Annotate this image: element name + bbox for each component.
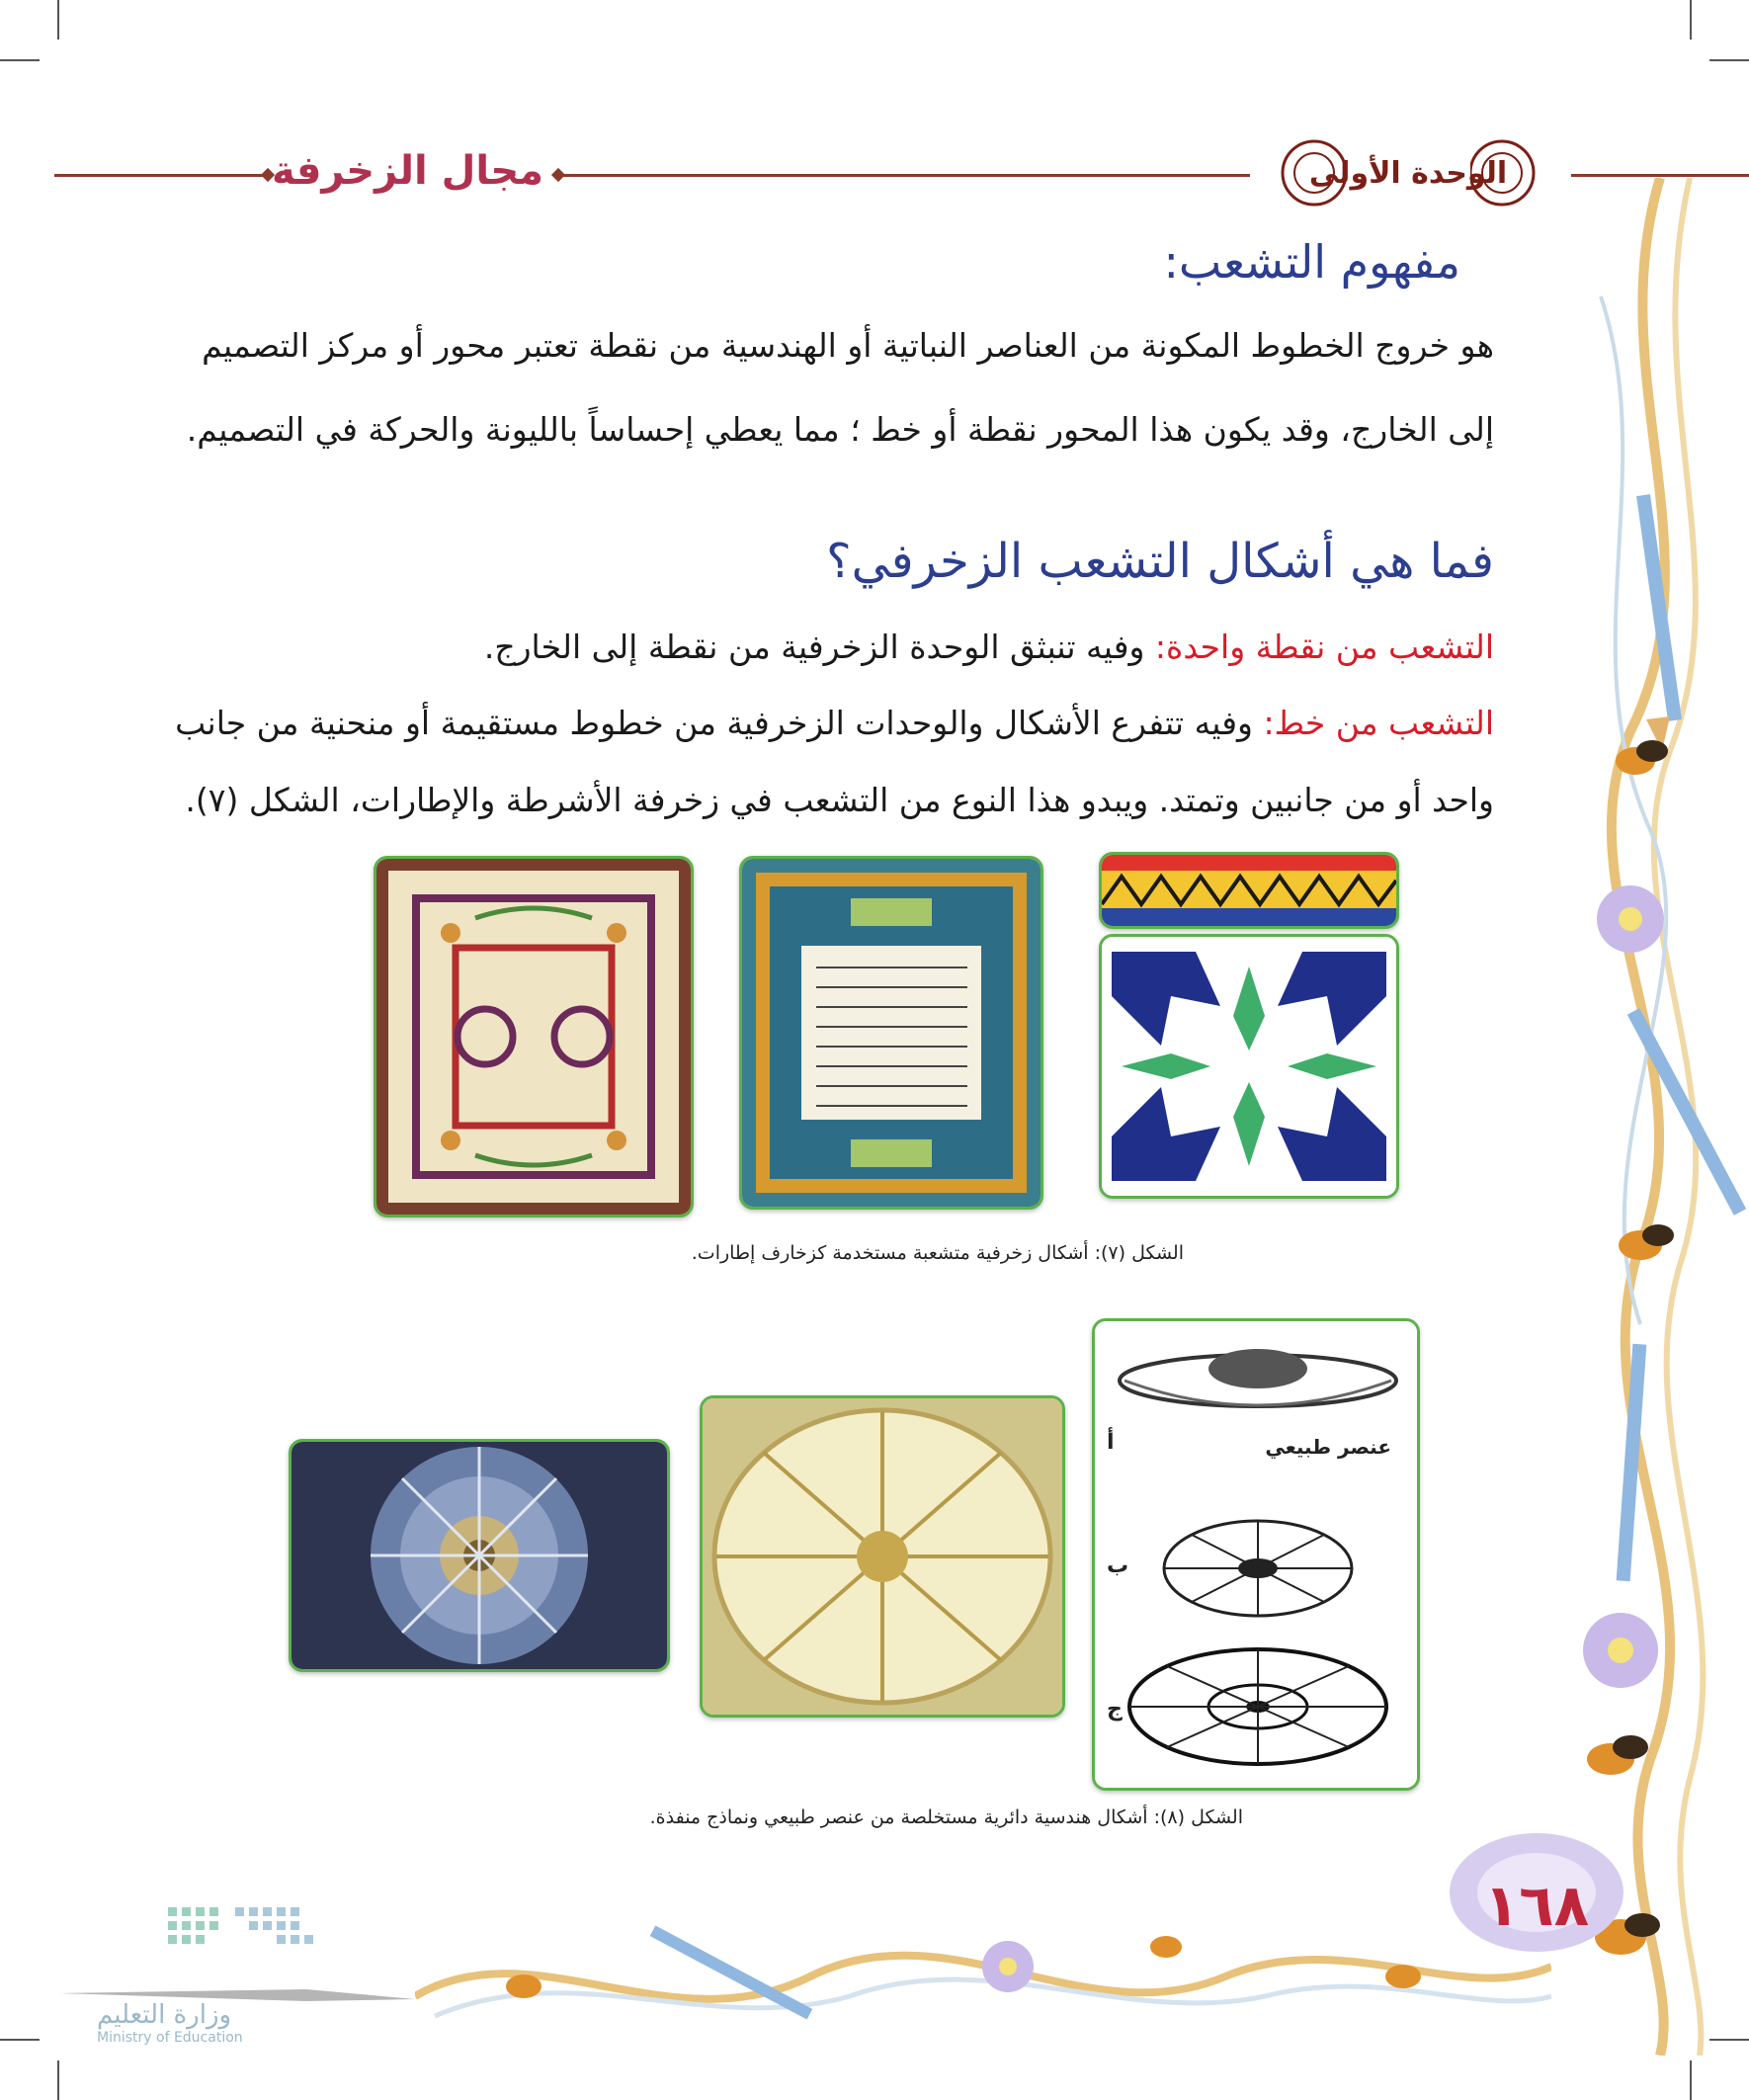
butterfly-icon [1150,1936,1182,1958]
crop-mark [1690,2060,1692,2100]
concept-line-2: إلى الخارج، وقد يكون هذا المحور نقطة أو خط ؛ مما يعطي إحساساً بالليونة والحركة في التصميم. [186,410,1494,449]
item-line-text: وفيه تتفرع الأشكال والوحدات الزخرفية من خطوط مستقيمة أو منحنية من جانب [175,704,1264,742]
item-point-text: وفيه تنبثق الوحدة الزخرفية من نقطة إلى الخارج. [483,628,1155,666]
header-rule [558,174,1250,177]
item-line [175,704,1494,742]
question-heading: فما هي أشكال التشعب الزخرفي؟ [826,534,1494,589]
figure7-caption: الشكل (٧): أشكال زخرفية متشعبة مستخدمة كزخارف إطارات. [691,1242,1184,1264]
figure8-diagram-panel [1092,1318,1420,1791]
label-natural-element: عنصر طبيعي [1265,1435,1391,1459]
crop-mark [57,0,59,40]
concept-line-1: هو خروج الخطوط المكونة من العناصر النباتية أو الهندسية من نقطة تعتبر محور أو مركز التصميم [202,326,1494,365]
figure7-quran-frame-image [739,856,1043,1210]
page-number: ١٦٨ [1483,1872,1590,1939]
butterfly-icon [506,1974,541,1998]
crop-mark [1690,0,1692,40]
flower-icon [1583,1613,1658,1688]
figure7-carpet-image [374,856,694,1218]
butterfly-icon [1619,1224,1674,1260]
crop-mark [0,2039,40,2041]
item-line-term: التشعب من خط: [1263,704,1494,742]
item-line-continued: واحد أو من جانبين وتمتد. ويبدو هذا النوع من التشعب في زخرفة الأشرطة والإطارات، الشكل (٧). [185,781,1494,819]
crop-mark [57,2060,59,2100]
flower-icon [1597,885,1664,953]
header-ornament [551,168,565,182]
decorative-border [1541,178,1749,2056]
crop-mark [0,59,40,61]
label-a: أ [1107,1430,1115,1455]
concept-heading: مفهوم التشعب: [1163,235,1460,289]
unit-label: الوحدة الأولى [1308,155,1508,191]
pencil-icon [1627,1008,1746,1216]
ministry-name-en: Ministry of Education [97,2030,243,2046]
butterfly-icon [1587,1735,1648,1775]
header-rule [1571,174,1749,177]
field-title: مجال الزخرفة [271,148,543,194]
figure7-star-pattern-image [1099,934,1399,1199]
figure7-band-image [1099,852,1399,929]
figure8-caption: الشكل (٨): أشكال هندسية دائرية مستخلصة من عنصر طبيعي ونماذج منفذة. [649,1806,1243,1828]
flower-icon [982,1941,1034,1992]
ministry-name-ar: وزارة التعليم [97,2000,232,2030]
unit-badge [1255,132,1561,213]
item-point [484,628,1494,666]
butterfly-icon [1385,1965,1421,1988]
brush-icon [59,1972,415,2011]
label-c: ج [1107,1697,1123,1722]
crop-mark [1709,59,1749,61]
header-rule [54,174,267,177]
item-point-term: التشعب من نقطة واحدة: [1154,628,1494,666]
decorative-footer [415,1907,1551,2046]
figure8-mosque-dome-image [289,1439,670,1672]
ministry-logo-icon [158,1897,326,1967]
figure8-dome-ceiling-image [700,1395,1065,1718]
label-b: ب [1107,1554,1129,1578]
